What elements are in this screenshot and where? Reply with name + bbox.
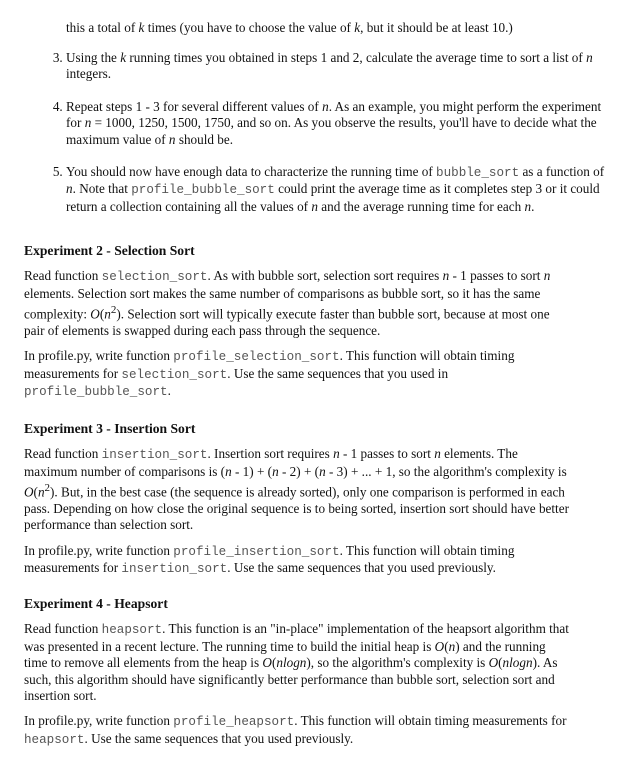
text: - 1) + ( [231, 463, 273, 479]
code-identifier: profile_bubble_sort [24, 385, 168, 400]
math-var: n [168, 131, 176, 147]
exp4-paragraph-2 [24, 713, 570, 748]
text: . [531, 198, 535, 214]
text: ( [498, 655, 503, 671]
code-identifier: profile_heapsort [173, 715, 295, 730]
math-var: n [322, 98, 329, 114]
text: ( [33, 484, 38, 500]
math-var: n [104, 306, 111, 322]
text: In profile.py, write function [24, 713, 174, 729]
text: . As an example, you might perform the experiment for [66, 98, 602, 131]
text: elements. The maximum number of comparisons is ( [24, 446, 518, 479]
text: Read function [24, 268, 102, 284]
text: should be. [175, 131, 234, 147]
code-identifier: selection_sort [121, 367, 228, 382]
section-experiment-3 [24, 421, 570, 587]
text: Using the [66, 50, 121, 65]
exp3-paragraph-2 [24, 543, 570, 578]
text: this a total of [66, 20, 139, 35]
text: . This function will obtain timing measurements for [24, 348, 515, 381]
superscript: 2 [44, 482, 51, 495]
step-3 [66, 50, 606, 83]
code-identifier: heapsort [24, 732, 85, 747]
section-experiment-2 [24, 243, 570, 410]
math-var: k [138, 20, 145, 35]
text: . Note that [72, 181, 132, 197]
text: - 2) + ( [278, 463, 320, 479]
text: . Use the same sequences that you used previously. [227, 560, 496, 576]
steps-list [24, 50, 606, 231]
text: integers. [66, 66, 112, 82]
superscript: 2 [110, 304, 117, 317]
text: = 1000, 1250, 1500, 1750, and so on. As you observe the results, you'll have to decide what the maximum value of [66, 115, 597, 147]
exp2-paragraph-1 [24, 268, 570, 339]
math-var: n [84, 115, 92, 131]
section-heading: Experiment 3 - Insertion Sort [24, 421, 196, 436]
exp2-paragraph-2 [24, 348, 570, 400]
text: , but it should be at least 10.) [360, 20, 513, 35]
section-experiment-4 [24, 596, 570, 757]
text: . Insertion sort requires [207, 446, 334, 462]
text: In profile.py, write function [24, 348, 174, 364]
text: and the average running time for each [317, 198, 525, 214]
section-heading: Experiment 2 - Selection Sort [24, 243, 195, 258]
section-heading: Experiment 4 - Heapsort [24, 596, 168, 611]
code-identifier: profile_bubble_sort [131, 183, 275, 198]
math-var: n [543, 268, 551, 284]
math-var: n [319, 463, 326, 479]
text: ( [99, 306, 105, 322]
math-var: n [448, 638, 456, 654]
math-var: k [354, 20, 361, 35]
exp4-paragraph-1 [24, 621, 570, 704]
code-identifier: selection_sort [101, 270, 208, 285]
step-4 [66, 99, 606, 148]
step-5 [66, 164, 606, 215]
text: ( [444, 638, 449, 654]
text: . Use the same sequences that you used previously. [84, 730, 354, 746]
text: . This function is an "in-place" implementation of the heapsort algorithm that was presented in a recent lecture. The running time to build the initial heap is [24, 621, 569, 654]
math-var: n [434, 446, 441, 462]
text: ). As such, this algorithm should have significantly better performance than bubble sort, selection sort and insertion sort. [24, 655, 558, 704]
math-var: O [488, 655, 499, 671]
exp3-paragraph-1 [24, 446, 570, 533]
code-identifier: bubble_sort [436, 166, 520, 181]
text: ) and the running time to remove all elements from the heap is [24, 638, 546, 671]
math-var: n [225, 463, 232, 479]
text: . [167, 383, 171, 399]
text: You should now have enough data to characterize the running time of [66, 164, 437, 180]
math-var: n [442, 268, 450, 284]
math-var: n [524, 198, 532, 214]
math-var: n [272, 463, 279, 479]
text: - 3) + ... + 1, so the algorithm's complexity is [325, 463, 567, 479]
text: . This function will obtain timing measurements for [24, 542, 515, 576]
text: - 1 passes to sort [339, 446, 435, 462]
text: ). Selection sort will typically execute faster than bubble sort, because at most one pair of elements is swapped during each pass through the sequence. [24, 306, 550, 339]
text: Read function [24, 446, 102, 462]
math-var: O [24, 484, 34, 500]
code-identifier: heapsort [101, 623, 163, 638]
math-var: nlogn [276, 655, 307, 671]
text: ( [271, 655, 277, 671]
math-var: k [120, 50, 127, 65]
text: Read function [24, 621, 102, 637]
math-var: nlogn [502, 655, 533, 671]
math-var: n [333, 446, 340, 462]
text: could print the average time as it completes step 3 or it could return a collection containing all the values of [66, 181, 600, 214]
code-identifier: insertion_sort [121, 562, 228, 577]
code-identifier: profile_insertion_sort [173, 544, 340, 559]
text: ). But, in the best case (the sequence is already sorted), only one comparison is performed in each pass. Depending on how close the original sequence is to being sorted, insertion sort should have better performance than selection sort. [24, 484, 569, 533]
math-var: n [37, 484, 45, 500]
math-var: O [434, 638, 445, 654]
text: - 1 passes to sort [449, 268, 544, 284]
math-var: n [66, 181, 73, 197]
text: as a function of [519, 164, 605, 180]
math-var: n [586, 50, 593, 65]
code-identifier: profile_selection_sort [173, 350, 340, 365]
code-identifier: insertion_sort [101, 448, 208, 463]
continued-step-text [66, 20, 586, 36]
math-var: n [311, 198, 318, 214]
math-var: O [90, 306, 100, 322]
text: . As with bubble sort, selection sort requires [207, 268, 443, 284]
text: . This function will obtain timing measurements for [294, 713, 567, 729]
text: In profile.py, write function [24, 542, 174, 558]
text: times (you have to choose the value of [144, 20, 355, 35]
math-var: O [262, 655, 272, 671]
text: . Use the same sequences that you used in [227, 365, 449, 381]
text: elements. Selection sort makes the same number of comparisons as bubble sort, so it has the same complexity: [24, 285, 541, 322]
text: running times you obtained in steps 1 and 2, calculate the average time to sort a list of [126, 50, 587, 65]
text: Repeat steps 1 - 3 for several different values of [66, 98, 323, 114]
text: ), so the algorithm's complexity is [306, 655, 489, 671]
